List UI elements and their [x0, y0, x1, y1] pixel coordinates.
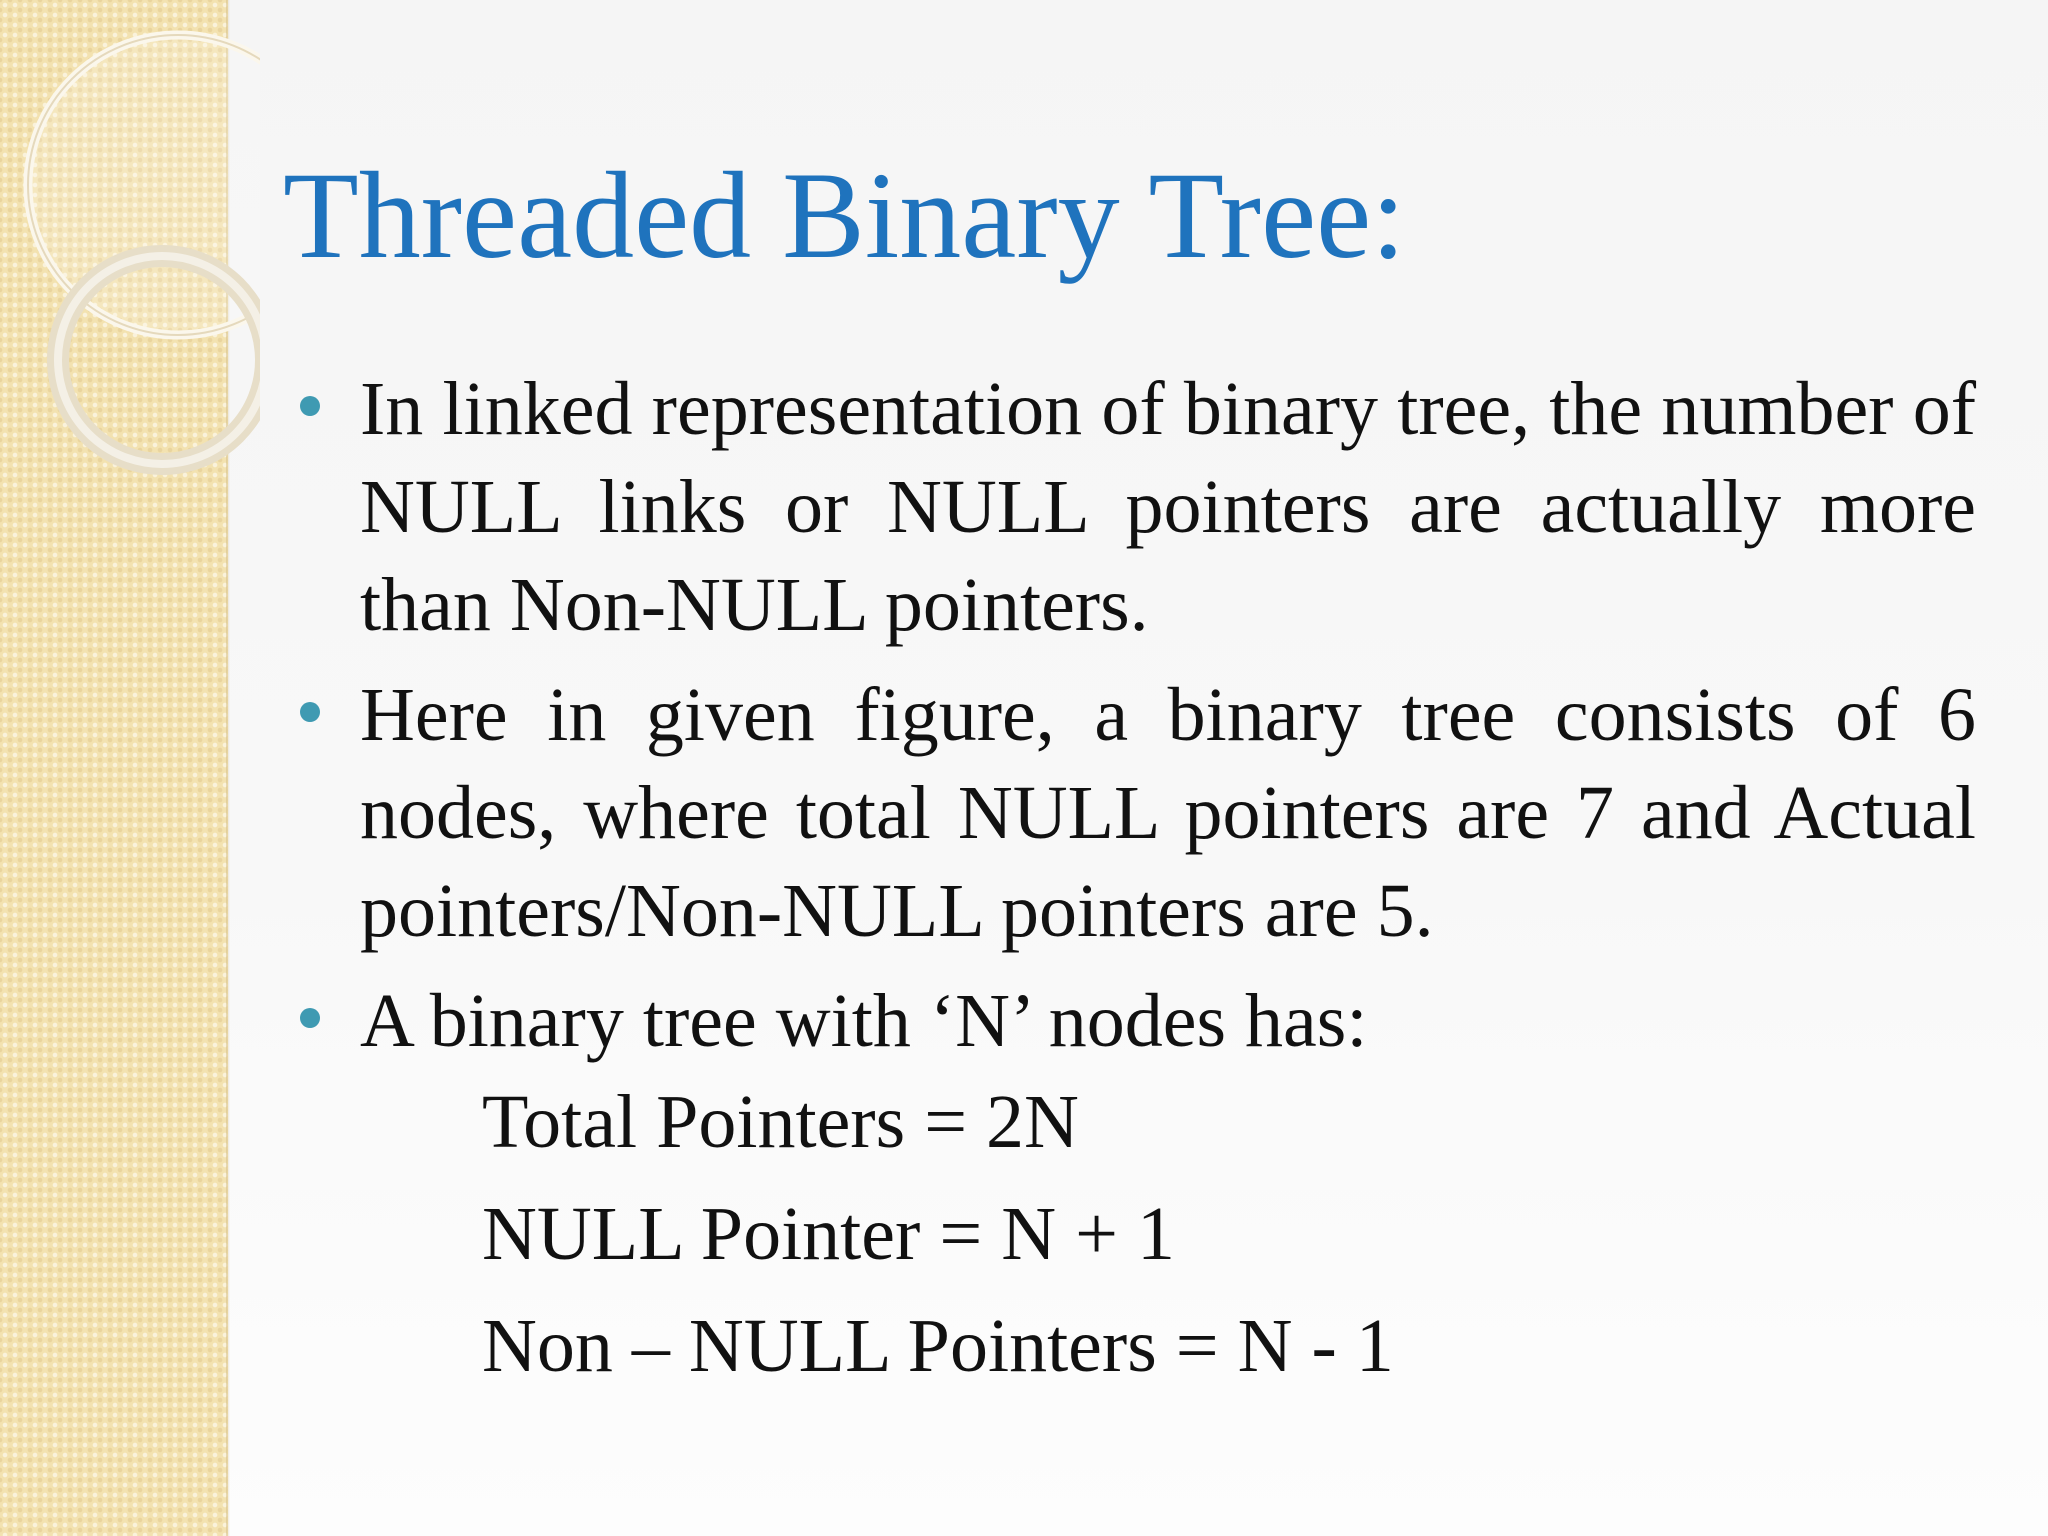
- bullet-text: Here in given figure, a binary tree consists of 6 nodes, where total NULL pointers are 7 and Actual pointers/Non-NULL pointers are 5.: [360, 673, 1976, 953]
- slide-title: Threaded Binary Tree:: [283, 147, 1406, 284]
- bullet-text: In linked representation of binary tree, the number of NULL links or NULL pointers are actually more than Non-NULL pointers.: [360, 367, 1976, 647]
- bullet-text: A binary tree with ‘N’ nodes has:: [360, 979, 1368, 1063]
- bullet-list: [300, 360, 1976, 1082]
- bullet-dot-icon: [300, 702, 320, 722]
- bullet-item: [300, 972, 1976, 1070]
- decorative-rings: [0, 0, 260, 520]
- bullet-dot-icon: [300, 396, 320, 416]
- formula-null-pointer: NULL Pointer = N + 1: [482, 1192, 1175, 1276]
- bullet-dot-icon: [300, 1008, 320, 1028]
- formula-non-null-pointers: Non – NULL Pointers = N - 1: [482, 1304, 1394, 1388]
- formula-total-pointers: Total Pointers = 2N: [482, 1080, 1079, 1164]
- bullet-item: [300, 666, 1976, 960]
- formula-list: [482, 1066, 1394, 1402]
- bullet-item: [300, 360, 1976, 654]
